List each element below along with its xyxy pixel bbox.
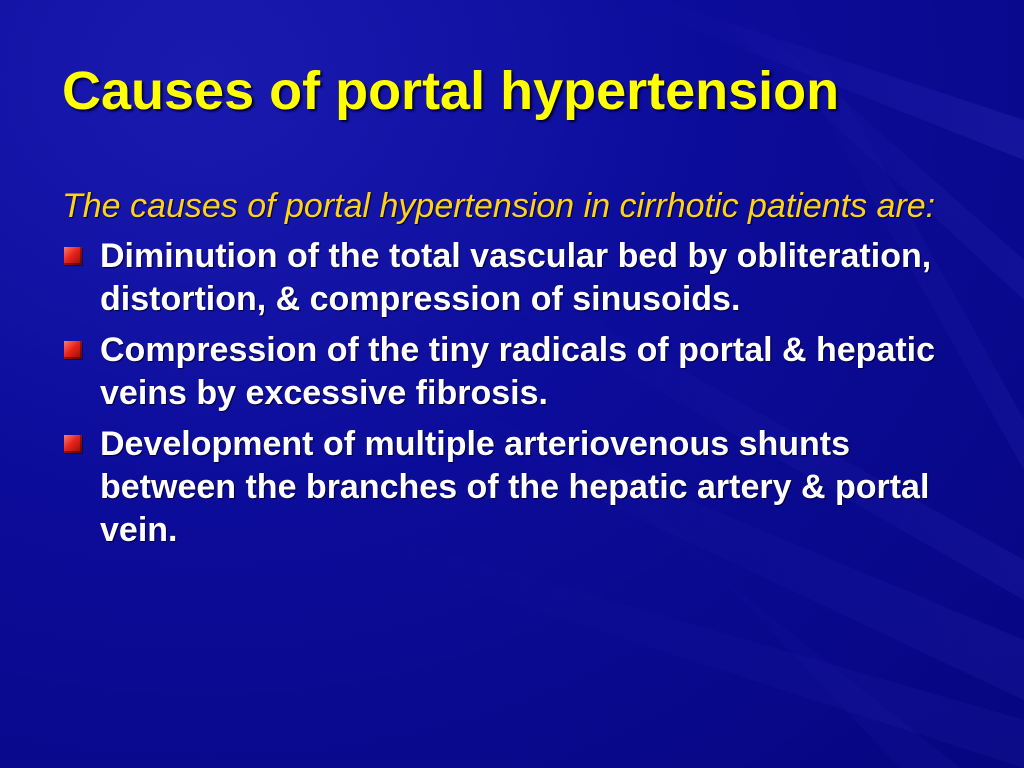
bullet-text: Diminution of the total vascular bed by obliteration, distortion, & compression of sinusoids.	[100, 237, 932, 318]
bullet-item	[62, 423, 962, 552]
slide-body	[62, 185, 962, 560]
intro-text: The causes of portal hypertension in cirrhotic patients are:	[62, 187, 936, 225]
bullet-item	[62, 235, 962, 321]
bullet-text: Development of multiple arteriovenous shunts between the branches of the hepatic artery & portal vein.	[100, 425, 930, 549]
slide-title: Causes of portal hypertension	[62, 61, 840, 121]
red-square-bullet-icon	[64, 247, 82, 265]
bullet-text: Compression of the tiny radicals of portal & hepatic veins by excessive fibrosis.	[100, 331, 936, 412]
bullet-item	[62, 329, 962, 415]
bullet-list	[62, 235, 962, 552]
red-square-bullet-icon	[64, 435, 82, 453]
red-square-bullet-icon	[64, 341, 82, 359]
